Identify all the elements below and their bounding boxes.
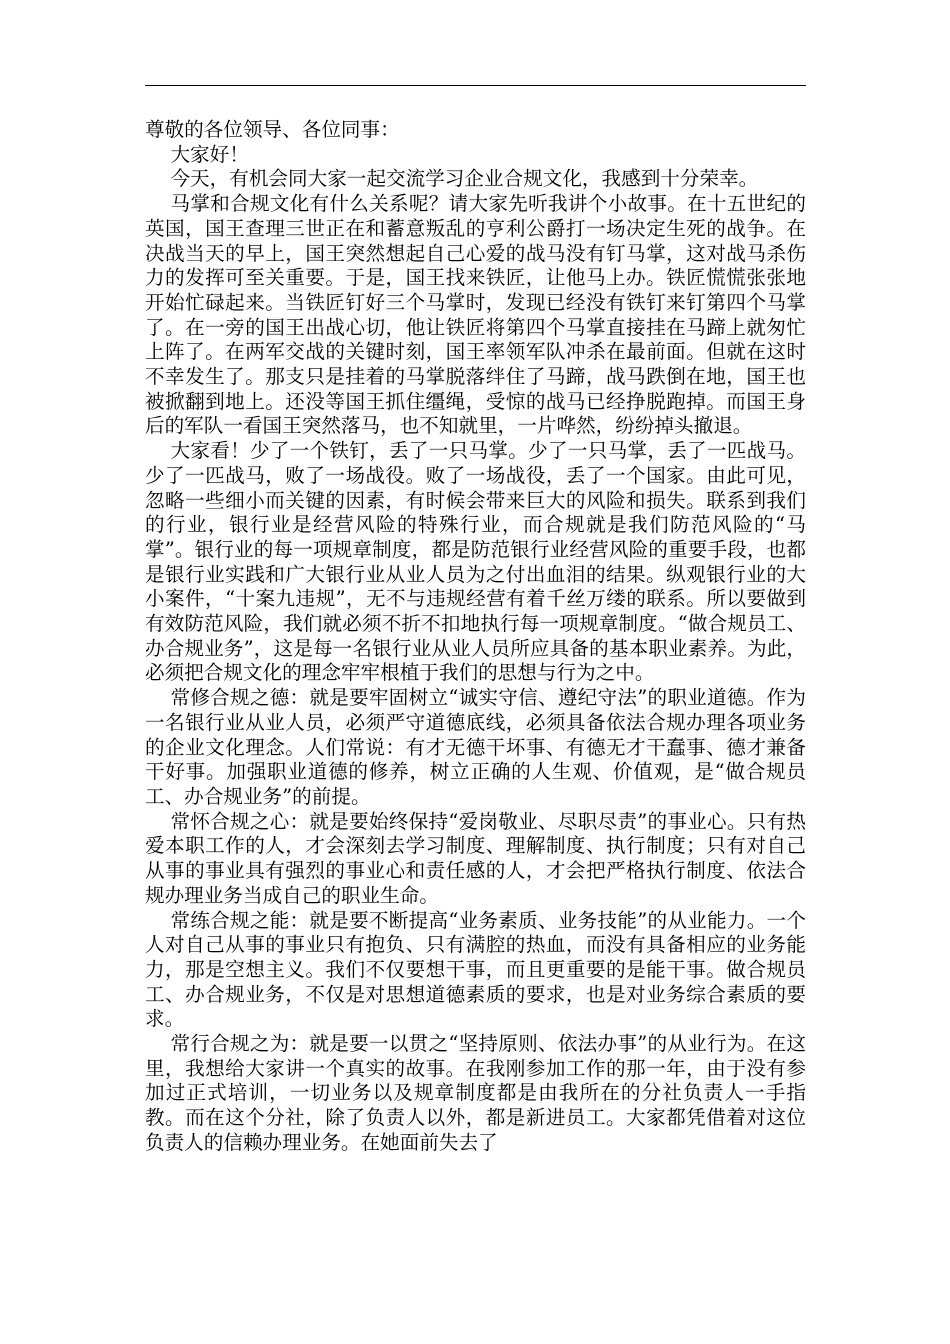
paragraph-compliance-heart: 常怀合规之心：就是要始终保持“爱岗敬业、尽职尽责”的事业心。只有热爱本职工作的人，才会深刻去学习制度、理解制度、执行制度；只有对自己从事的事业具有强烈的事业心和责任感的人，才会把严格执行制度、依法合规办理业务当成自己的职业生命。 — [145, 809, 806, 907]
paragraph-lesson: 大家看！少了一个铁钉，丢了一只马掌。少了一只马掌，丢了一匹战马。少了一匹战马，败了一场战役。败了一场战役，丢了一个国家。由此可见，忽略一些细小而关键的因素，有时候会带来巨大的风险和损失。联系到我们的行业，银行业是经营风险的特殊行业，而合规就是我们防范风险的“马掌”。银行业的每一项规章制度，都是防范银行业经营风险的重要手段，也都是银行业实践和广大银行业从业人员为之付出血泪的结果。纵观银行业的大小案件，“十案九违规”，无不与违规经营有着千丝万缕的联系。所以要做到有效防范风险，我们就必须不折不扣地执行每一项规章制度。“做合规员工、办合规业务”，这是每一名银行业从业人员所应具备的基本职业素养。为此，必须把合规文化的理念牢牢根植于我们的思想与行为之中。 — [145, 439, 806, 685]
document-body — [145, 118, 806, 1156]
paragraph-horseshoe-story: 马掌和合规文化有什么关系呢？请大家先听我讲个小故事。在十五世纪的英国，国王查理三世正在和蓄意叛乱的亨利公爵打一场决定生死的战争。在决战当天的早上，国王突然想起自己心爱的战马没有钉马掌，这对战马杀伤力的发挥可至关重要。于是，国王找来铁匠，让他马上办。铁匠慌慌张张地开始忙碌起来。当铁匠钉好三个马掌时，发现已经没有铁钉来钉第四个马掌了。在一旁的国王出战心切，他让铁匠将第四个马掌直接挂在马蹄上就匆忙上阵了。在两军交战的关键时刻，国王率领军队冲杀在最前面。但就在这时不幸发生了。那支只是挂着的马掌脱落绊住了马蹄，战马跌倒在地，国王也被掀翻到地上。还没等国王抓住缰绳，受惊的战马已经挣脱跑掉。而国王身后的军队一看国王突然落马，也不知就里，一片哗然，纷纷掉头撤退。 — [145, 192, 806, 438]
paragraph-compliance-virtue: 常修合规之德：就是要牢固树立“诚实守信、遵纪守法”的职业道德。作为一名银行业从业人员，必须严守道德底线，必须具备依法合规办理各项业务的企业文化理念。人们常说：有才无德干坏事、有德无才干蠢事、德才兼备干好事。加强职业道德的修养，树立正确的人生观、价值观，是“做合规员工、办合规业务”的前提。 — [145, 686, 806, 808]
paragraph-compliance-conduct: 常行合规之为：就是要一以贯之“坚持原则、依法办事”的从业行为。在这里，我想给大家讲一个真实的故事。在我刚参加工作的那一年，由于没有参加过正式培训，一切业务以及规章制度都是由我所在的分社负责人一手指教。而在这个分社，除了负责人以外，都是新进员工。大家都凭借着对这位负责人的信赖办理业务。在她面前失去了 — [145, 1032, 806, 1154]
paragraph-opening: 今天，有机会同大家一起交流学习企业合规文化，我感到十分荣幸。 — [170, 167, 759, 191]
salutation: 尊敬的各位领导、各位同事： — [145, 118, 400, 141]
paragraph-compliance-ability: 常练合规之能：就是要不断提高“业务素质、业务技能”的从业能力。一个人对自己从事的事业只有抱负、只有满腔的热血，而没有具备相应的业务能力，那是空想主义。我们不仅要想干事，而且更重要的是能干事。做合规员工、办合规业务，不仅是对思想道德素质的要求，也是对业务综合素质的要求。 — [145, 908, 806, 1031]
paragraph-greeting: 大家好！ — [170, 142, 249, 166]
header-rule — [145, 85, 806, 86]
